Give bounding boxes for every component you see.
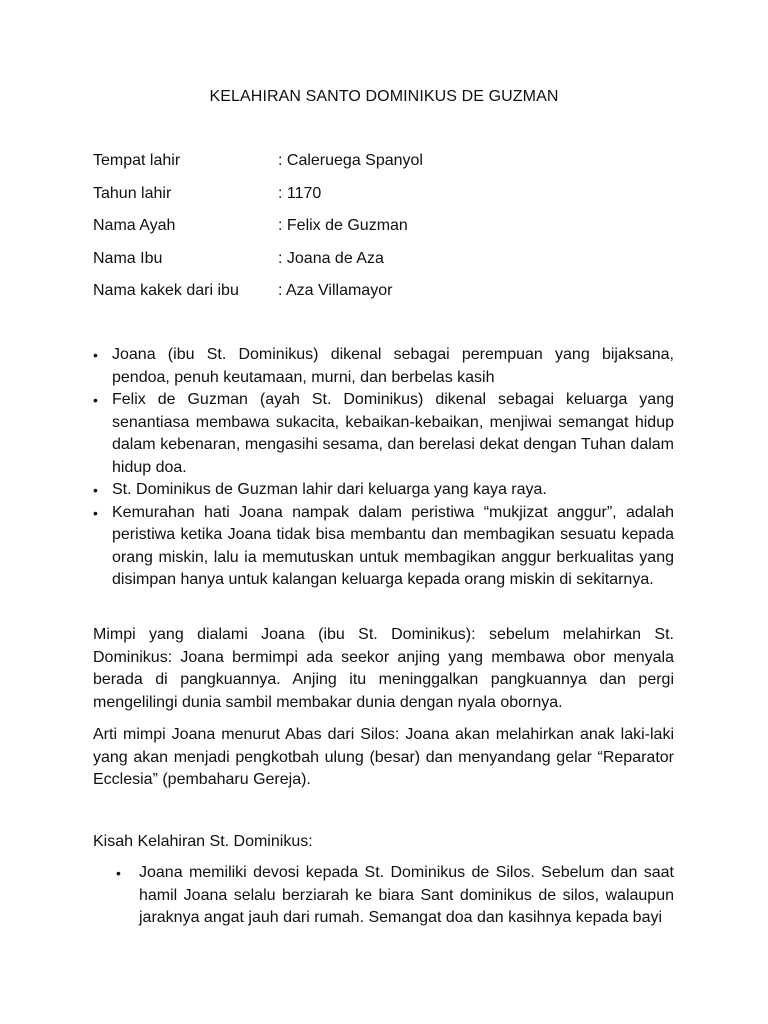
biodata-value: : Joana de Aza xyxy=(278,249,384,267)
biodata-row-grandfather xyxy=(93,280,693,313)
biodata-value: : Caleruega Spanyol xyxy=(278,152,423,169)
biodata-label: Nama Ibu xyxy=(93,249,163,267)
biodata-table xyxy=(93,150,693,313)
list-item-text: Kemurahan hati Joana nampak dalam peristiwa “mukjizat anggur”, adalah peristiwa ketika Joana tidak bisa membantu dan membagikan sesuatu kepada orang miskin, lalu ia memutuskan untuk membagikan anggur berkualitas yang disimpan hanya untuk kalangan keluarga kepada orang miskin di sekitarnya. xyxy=(112,503,674,588)
biodata-row-birthyear xyxy=(93,183,693,216)
section-heading: Kisah Kelahiran St. Dominikus: xyxy=(93,833,313,850)
list-item-text: St. Dominikus de Guzman lahir dari keluarga yang kaya raya. xyxy=(112,481,547,498)
birth-story-bullet-list xyxy=(116,862,674,930)
bullet-icon: • xyxy=(93,504,98,521)
list-item xyxy=(93,479,674,502)
list-item-text: Joana (ibu St. Dominikus) dikenal sebagai perempuan yang bijaksana, pendoa, penuh keutamaan, murni, dan berbelas kasih xyxy=(112,346,674,386)
biodata-label: Nama kakek dari ibu xyxy=(93,282,239,299)
list-item-text: Joana memiliki devosi kepada St. Dominikus de Silos. Sebelum dan saat hamil Joana selalu berziarah ke biara Sant dominikus de silos, walaupun jaraknya angat jauh dari rumah. Semangat doa dan kasihnya kepada bayi xyxy=(139,864,674,926)
biodata-label: Nama Ayah xyxy=(93,217,176,234)
document-title: KELAHIRAN SANTO DOMINIKUS DE GUZMAN xyxy=(209,88,559,105)
biodata-value: : Aza Villamayor xyxy=(278,282,393,299)
list-item xyxy=(93,502,674,592)
dream-paragraph: Mimpi yang dialami Joana (ibu St. Dominikus): sebelum melahirkan St. Dominikus: Joana bermimpi ada seekor anjing yang membawa obor menyala berada di pangkuannya. Anjing itu meninggalkan pangkuannya dan pergi mengelilingi dunia sambil membakar dunia dengan nyala obornya. xyxy=(93,626,674,711)
list-item xyxy=(93,344,674,389)
biodata-row-mother xyxy=(93,248,693,281)
bullet-icon: • xyxy=(93,482,98,498)
list-item xyxy=(116,862,674,930)
biodata-row-birthplace xyxy=(93,150,693,183)
biodata-row-father xyxy=(93,215,693,248)
biodata-value: : 1170 xyxy=(278,184,322,202)
biodata-label: Tempat lahir xyxy=(93,152,181,169)
biodata-label: Tahun lahir xyxy=(93,184,172,202)
biodata-value: : Felix de Guzman xyxy=(278,217,408,234)
bullet-icon: • xyxy=(116,865,121,881)
bullet-icon: • xyxy=(93,347,98,363)
list-item-text: Felix de Guzman (ayah St. Dominikus) dikenal sebagai keluarga yang senantiasa membawa sukacita, kebaikan-kebaikan, menjiwai semangat hidup dalam kebenaran, mengasihi sesama, dan berelasi dekat dengan Tuhan dalam hidup doa. xyxy=(112,391,674,476)
list-item xyxy=(93,389,674,479)
facts-bullet-list xyxy=(93,344,674,592)
dream-meaning-paragraph: Arti mimpi Joana menurut Abas dari Silos: Joana akan melahirkan anak laki-laki yang akan menjadi pengkotbah ulung (besar) dan menyandang gelar “Reparator Ecclesia” (pembaharu Gereja). xyxy=(93,726,674,788)
bullet-icon: • xyxy=(93,392,98,408)
